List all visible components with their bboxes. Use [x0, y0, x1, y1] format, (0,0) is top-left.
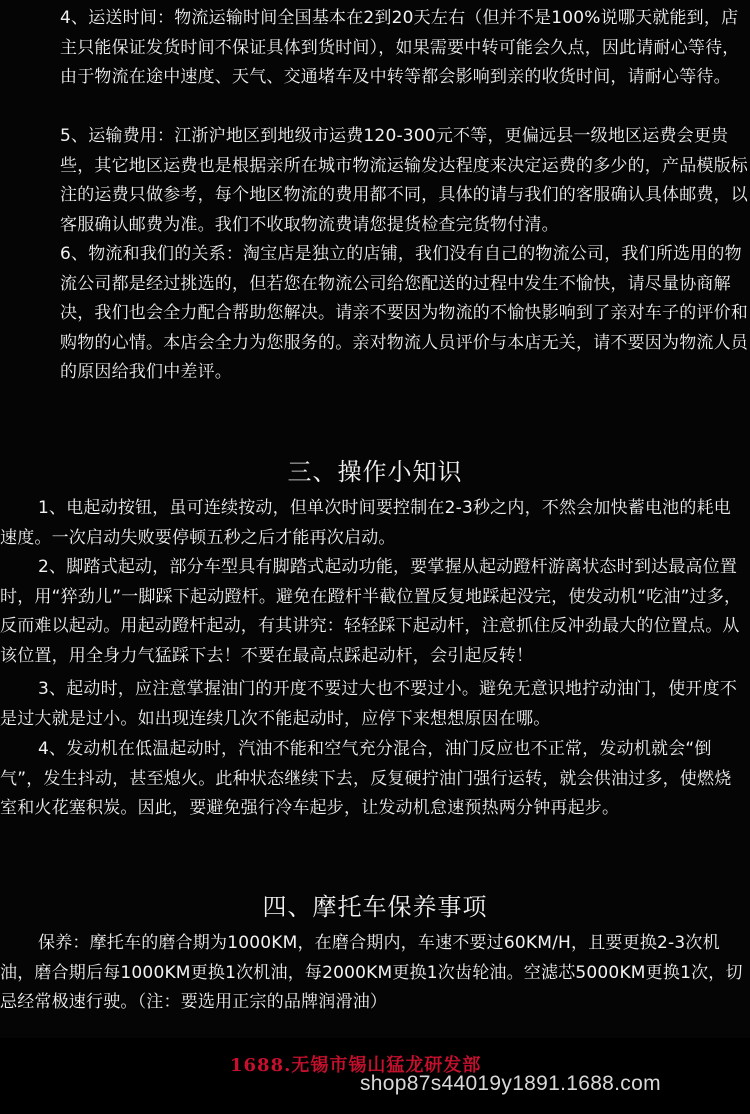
operations-item-2: 2、脚踏式起动，部分车型具有脚踏式起动功能，要掌握从起动蹬杆游离状态时到达最高位置时，用“猝劲儿”一脚踩下起动蹬杆。避免在蹬杆半截位置反复地踩起没完，使发动机“吃油”过多，反而难以起动。用起动蹬杆起动，有其讲究：轻轻踩下起动杆，注意抓住反冲劲最大的位置点。从该位置，用全身力气猛踩下去！不要在最高点踩起动杆，会引起反转！: [0, 557, 742, 666]
logistics-item-5: 5、运输费用：江浙沪地区到地级市运费120-300元不等，更偏远县一级地区运费会更贵些，其它地区运费也是根据亲所在城市物流运输发达程度来决定运费的多少的，产品模版标注的运费只做参考，每个地区物流的费用都不同，具体的请与我们的客服确认具体邮费，以客服确认邮费为准。我们不收取物流费请您提货检查完货物付清。: [60, 126, 748, 235]
operations-item-4: 4、发动机在低温起动时，汽油不能和空气充分混合，油门反应也不正常，发动机就会“倒气”，发生抖动，甚至熄火。此种状态继续下去，反复硬拧油门强行运转，就会供油过多，使燃烧室和火花塞积炭。因此，要避免强行冷车起步，让发动机怠速预热两分钟再起步。: [0, 739, 732, 818]
section-title-maintenance: 四、摩托车保养事项: [262, 893, 488, 921]
shop-url[interactable]: shop87s44019y1891.1688.com: [360, 1072, 661, 1095]
operations-item-1: 1、电起动按钮，虽可连续按动，但单次时间要控制在2-3秒之内，不然会加快蓄电池的耗电速度。一次启动失败要停顿五秒之后才能再次启动。: [0, 498, 731, 548]
shop-name: 1688.无锡市锡山猛龙研发部: [230, 1055, 482, 1076]
maintenance-text: 保养：摩托车的磨合期为1000KM，在磨合期内，车速不要过60KM/H，且要更换2-3次机油，磨合期后每1000KM更换1次机油，每2000KM更换1次齿轮油。空滤芯5000KM更换1次，切忌经常极速行驶。（注：要选用正宗的品牌润滑油）: [0, 933, 743, 1012]
section-title-operations: 三、操作小知识: [287, 458, 463, 486]
logistics-item-4: 4、运送时间：物流运输时间全国基本在2到20天左右（但并不是100%说哪天就能到，店主只能保证发货时间不保证具体到货时间），如果需要中转可能会久点，因此请耐心等待，由于物流在途中速度、天气、交通堵车及中转等都会影响到亲的收货时间，请耐心等待。: [60, 8, 740, 87]
logistics-item-6: 6、物流和我们的关系：淘宝店是独立的店铺，我们没有自己的物流公司，我们所选用的物流公司都是经过挑选的，但若您在物流公司给您配送的过程中发生不愉快，请尽量协商解决，我们也会全力配合帮助您解决。请亲不要因为物流的不愉快影响到了亲对车子的评价和购物的心情。本店会全力为您服务的。亲对物流人员评价与本店无关，请不要因为物流人员的原因给我们中差评。: [60, 244, 748, 382]
operations-item-3: 3、起动时，应注意掌握油门的开度不要过大也不要过小。避免无意识地拧动油门，使开度不是过大就是过小。如出现连续几次不能起动时，应停下来想想原因在哪。: [0, 679, 738, 729]
